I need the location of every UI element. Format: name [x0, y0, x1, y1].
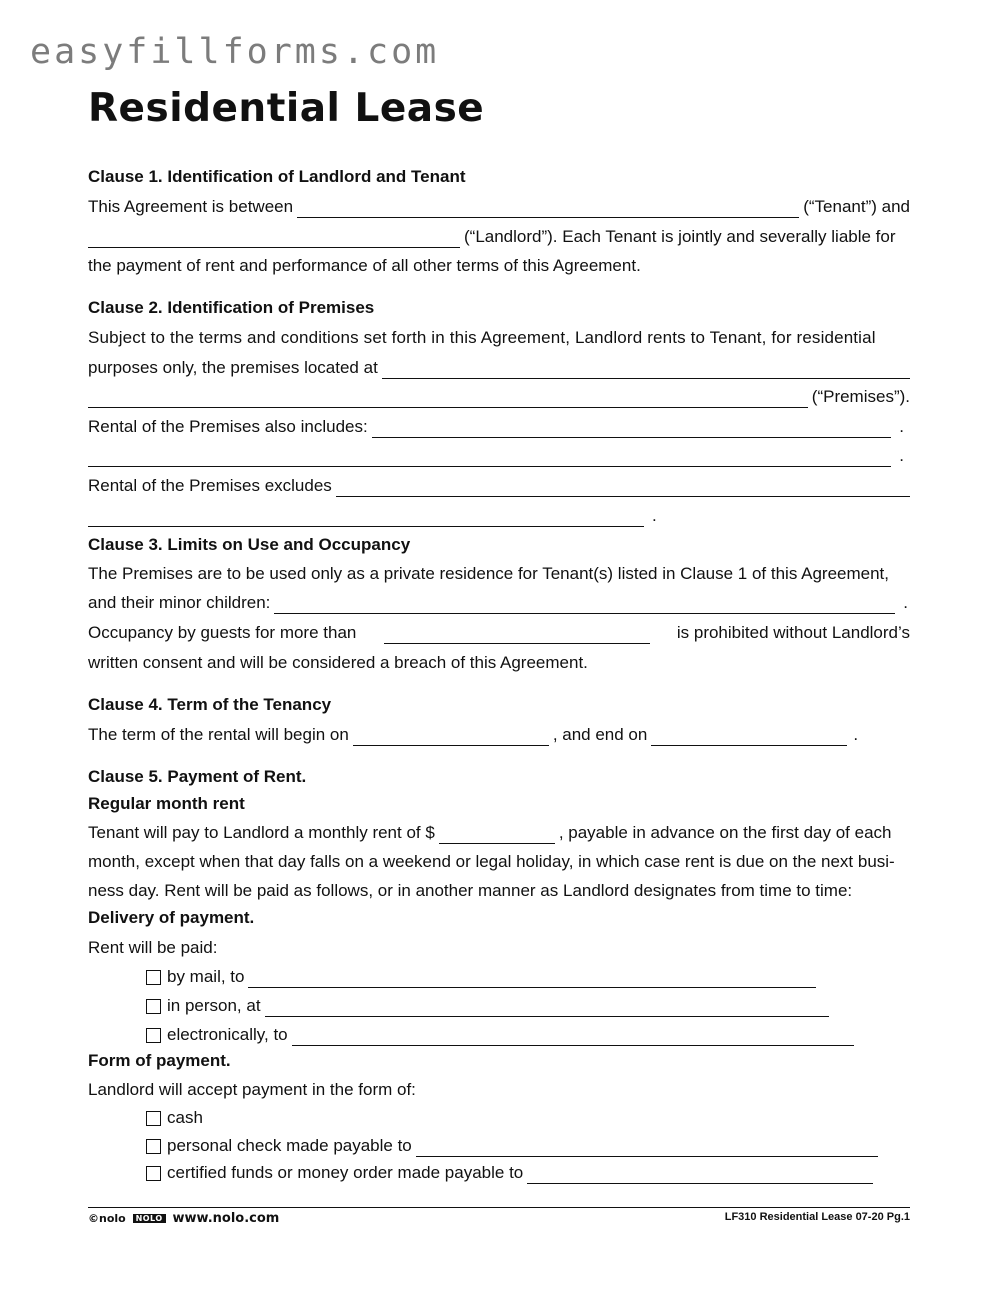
- includes-line: [88, 416, 910, 438]
- clause3-line1: The Premises are to be used only as a private residence for Tenant(s) listed in Clause 1 of this Agreement,: [88, 564, 889, 583]
- footer-url[interactable]: www.nolo.com: [172, 1211, 280, 1226]
- check-checkbox[interactable]: [146, 1139, 161, 1154]
- period: .: [903, 593, 908, 612]
- minor-children-label: and their minor children:: [88, 593, 271, 612]
- term-line: [88, 724, 910, 746]
- tenant-label: (“Tenant”) and: [803, 197, 910, 216]
- form-option-cash: [88, 1107, 910, 1129]
- certified-label: certified funds or money order made payable to: [167, 1163, 524, 1182]
- clause5-heading: Clause 5. Payment of Rent.: [88, 767, 307, 786]
- in-person-label: in person, at: [167, 996, 261, 1015]
- footer-rule: [88, 1207, 910, 1208]
- delivery-option-electronic: [88, 1024, 910, 1046]
- certified-checkbox[interactable]: [146, 1166, 161, 1181]
- watermark: easyfillforms.com: [30, 32, 440, 72]
- footer-left: [88, 1211, 279, 1226]
- landlord-label: (“Landlord”). Each Tenant is jointly and severally liable for: [464, 227, 896, 246]
- delivery-heading: Delivery of payment.: [88, 908, 255, 927]
- mail-checkbox[interactable]: [146, 970, 161, 985]
- prohibited-label: is prohibited without Landlord’s: [676, 623, 910, 642]
- in-person-address-field[interactable]: [265, 1000, 829, 1017]
- clause4-heading: Clause 4. Term of the Tenancy: [88, 695, 332, 714]
- rent-line3: ness day. Rent will be paid as follows, or in another manner as Landlord designates from time to time:: [88, 881, 853, 900]
- certified-payee-field[interactable]: [527, 1167, 873, 1184]
- excludes-line-2: [88, 505, 910, 527]
- delivery-option-person: [88, 995, 910, 1017]
- period: .: [899, 446, 904, 465]
- period: .: [899, 417, 904, 436]
- clause1-line1: [88, 196, 910, 218]
- start-date-field[interactable]: [353, 729, 549, 746]
- clause3-line2: [88, 592, 910, 614]
- guests-label: Occupancy by guests for more than: [88, 623, 357, 642]
- landlord-name-field[interactable]: [88, 231, 460, 248]
- form-id: LF310 Residential Lease 07-20 Pg.1: [724, 1211, 910, 1223]
- clause1-line3: the payment of rent and performance of all other terms of this Agreement.: [88, 256, 641, 275]
- premises-address-field-2[interactable]: [88, 391, 808, 408]
- period: .: [652, 506, 657, 525]
- clause2-line1: Subject to the terms and conditions set forth in this Agreement, Landlord rents to Tenant, for residential: [88, 328, 876, 347]
- copyright: ©nolo: [88, 1212, 126, 1225]
- delivery-intro: Rent will be paid:: [88, 938, 218, 957]
- in-person-checkbox[interactable]: [146, 999, 161, 1014]
- premises-located-label: purposes only, the premises located at: [88, 358, 378, 377]
- form-intro: Landlord will accept payment in the form of:: [88, 1080, 416, 1099]
- nolo-logo: NOLO: [133, 1214, 166, 1223]
- check-label: personal check made payable to: [167, 1136, 412, 1155]
- period: .: [853, 725, 859, 744]
- includes-field[interactable]: [372, 421, 892, 438]
- clause2-line2: [88, 357, 910, 379]
- excludes-label: Rental of the Premises excludes: [88, 476, 332, 495]
- minor-children-field[interactable]: [274, 597, 895, 614]
- excludes-field[interactable]: [336, 480, 910, 497]
- clause2-heading: Clause 2. Identification of Premises: [88, 298, 375, 317]
- monthly-rent-label: Tenant will pay to Landlord a monthly rent of $: [88, 823, 435, 842]
- mail-address-field[interactable]: [248, 971, 816, 988]
- form-option-check: [88, 1135, 910, 1157]
- electronic-checkbox[interactable]: [146, 1028, 161, 1043]
- electronic-account-field[interactable]: [292, 1029, 854, 1046]
- excludes-field-2[interactable]: [88, 510, 644, 527]
- clause1-line2: [88, 226, 910, 248]
- includes-field-2[interactable]: [88, 450, 891, 467]
- delivery-option-mail: [88, 966, 910, 988]
- check-payee-field[interactable]: [416, 1140, 878, 1157]
- form-of-payment-heading: Form of payment.: [88, 1051, 231, 1070]
- cash-label: cash: [167, 1108, 203, 1127]
- electronic-label: electronically, to: [167, 1025, 288, 1044]
- clause3-heading: Clause 3. Limits on Use and Occupancy: [88, 535, 411, 554]
- premises-address-field[interactable]: [382, 362, 910, 379]
- clause2-line3: [88, 386, 910, 408]
- regular-rent-heading: Regular month rent: [88, 794, 245, 813]
- tenant-name-field[interactable]: [297, 201, 799, 218]
- form-option-certified: [88, 1162, 910, 1184]
- includes-line-2: [88, 445, 910, 467]
- cash-checkbox[interactable]: [146, 1111, 161, 1126]
- mail-label: by mail, to: [167, 967, 245, 986]
- agreement-between-label: This Agreement is between: [88, 197, 294, 216]
- excludes-line: [88, 475, 910, 497]
- includes-label: Rental of the Premises also includes:: [88, 417, 368, 436]
- clause1-heading: Clause 1. Identification of Landlord and Tenant: [88, 167, 466, 186]
- term-begin-label: The term of the rental will begin on: [88, 725, 349, 744]
- term-end-label: , and end on: [552, 725, 648, 744]
- guest-duration-field[interactable]: [384, 627, 650, 644]
- document-title: Residential Lease: [88, 86, 485, 131]
- rent-amount-field[interactable]: [439, 827, 555, 844]
- premises-label: (“Premises”).: [811, 387, 910, 406]
- rent-line2: month, except when that day falls on a weekend or legal holiday, in which case rent is due on the next busi-: [88, 852, 895, 871]
- clause3-line4: written consent and will be considered a breach of this Agreement.: [88, 653, 588, 672]
- end-date-field[interactable]: [651, 729, 847, 746]
- clause3-line3: [88, 622, 910, 644]
- rent-line1: [88, 822, 910, 844]
- payable-label: , payable in advance on the first day of each: [558, 823, 892, 842]
